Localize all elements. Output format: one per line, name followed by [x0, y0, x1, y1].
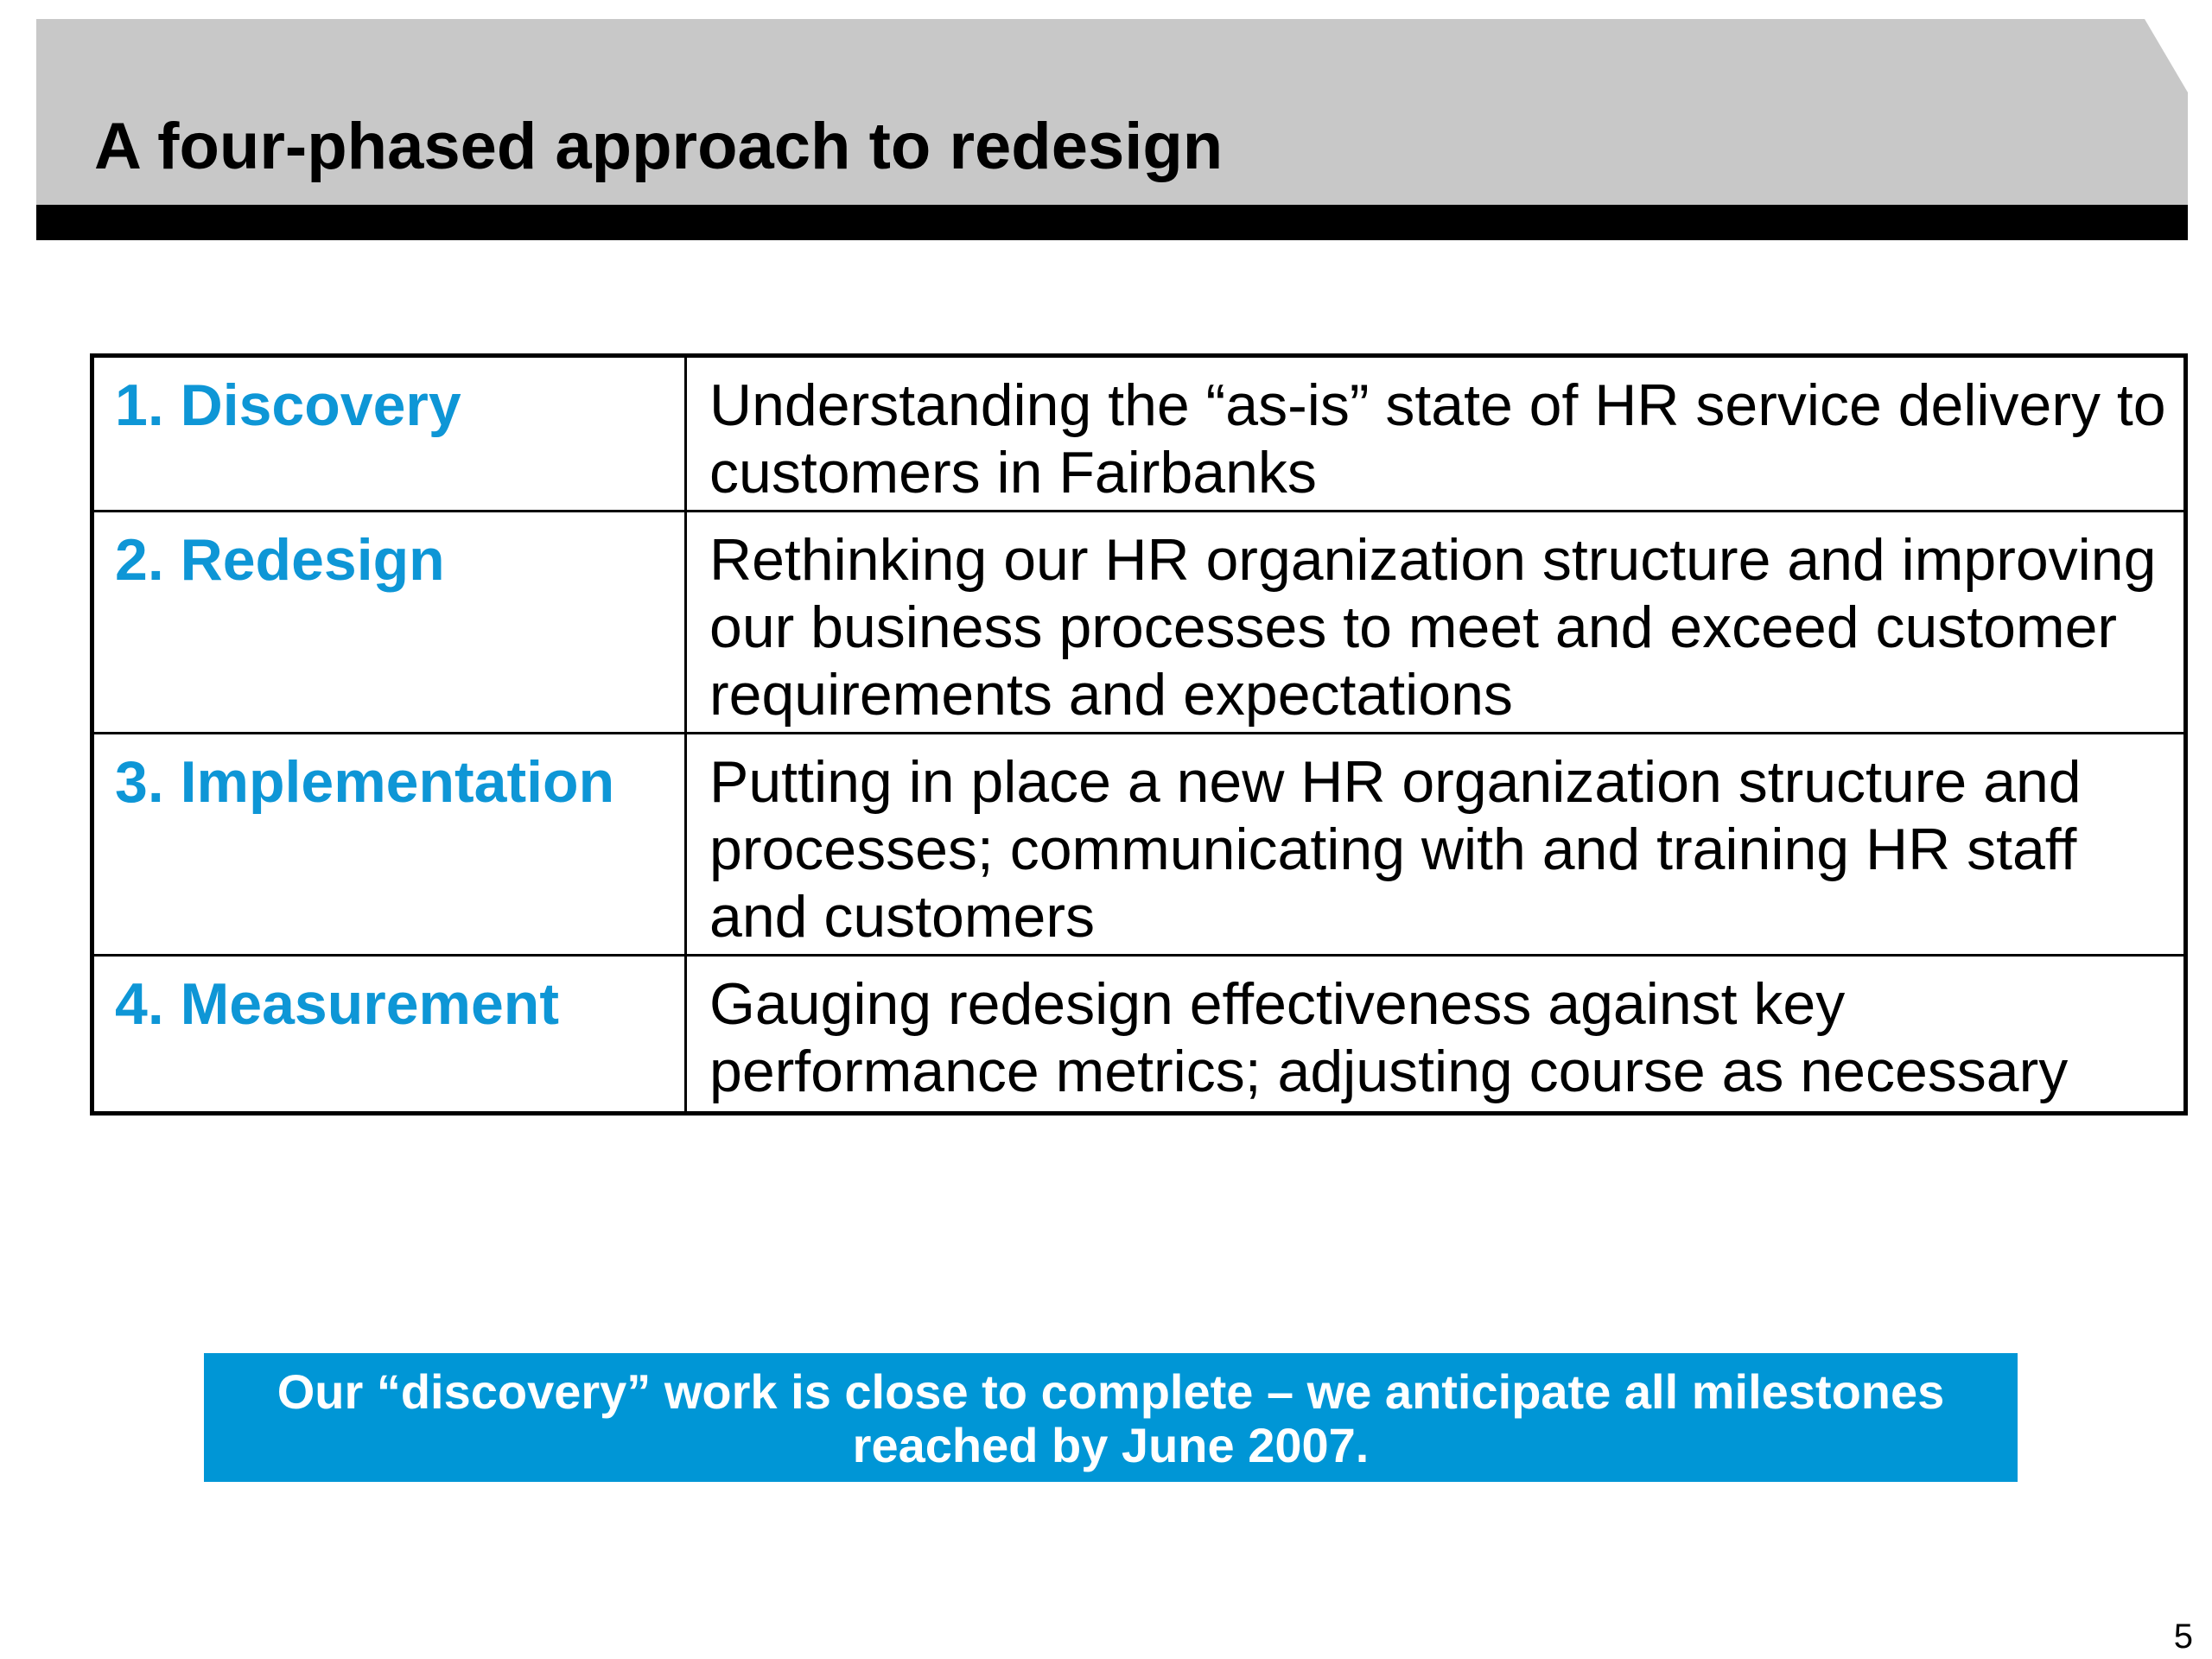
phase-cell-redesign	[94, 512, 687, 734]
phase-cell-discovery	[94, 358, 687, 512]
callout-text: Our “discovery” work is close to complete – we anticipate all milestones reached by June 2007.	[276, 1364, 1945, 1472]
phase-description-measurement: Gauging redesign effectiveness against key performance metrics; adjusting course as necessary	[709, 971, 2069, 1104]
page-number: 5	[2173, 1618, 2193, 1656]
phase-cell-measurement	[94, 957, 687, 1111]
slide-title: A four-phased approach to redesign	[94, 110, 1224, 183]
phase-cell-implementation	[94, 734, 687, 957]
phase-name: 4. Measurement	[115, 971, 559, 1037]
phase-description-implementation: Putting in place a new HR organization structure and processes; communicating with and training HR staff and customers	[687, 734, 2183, 957]
callout-box	[204, 1353, 2018, 1482]
title-underline-bar	[36, 205, 2188, 240]
phase-table	[90, 353, 2188, 1116]
phase-name: 2. Redesign	[115, 527, 445, 593]
phase-description-redesign: Rethinking our HR organization structure and improving our business processes to meet and exceed customer requirements and expectations	[687, 512, 2183, 734]
phase-name: 1. Discovery	[115, 372, 461, 438]
phase-name: 3. Implementation	[115, 749, 615, 815]
phase-description-discovery: Understanding the “as-is” state of HR service delivery to customers in Fairbanks	[687, 358, 2183, 512]
